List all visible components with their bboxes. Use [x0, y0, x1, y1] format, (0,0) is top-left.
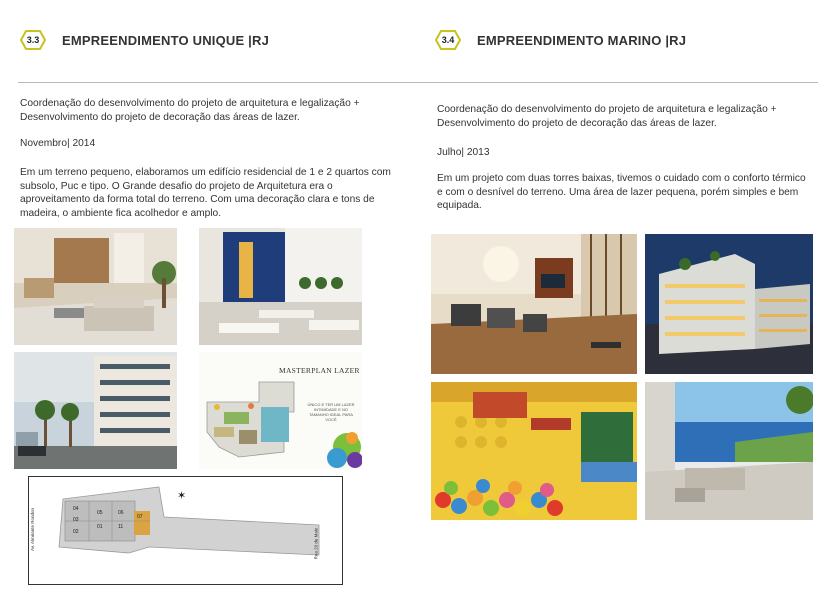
masterplan-image: [199, 352, 362, 469]
section-title: EMPREENDIMENTO MARINO |RJ: [477, 33, 687, 48]
street-label: Rua 29 de Maio: [313, 527, 319, 560]
project-body: Em um projeto com duas torres baixas, tivemos o cuidado com o conforto térmico e com o desnível do terreno. Uma área de lazer pequena, porém simples e bem equipada.: [437, 173, 806, 212]
site-plan-unit-label: 07: [137, 514, 143, 520]
svg-text:✶: ✶: [177, 490, 187, 502]
site-plan-unit-label: 11: [118, 524, 124, 530]
site-plan-unit-label: 05: [97, 510, 103, 516]
header-divider: [18, 82, 818, 83]
project-body: Em um terreno pequeno, elaboramos um edifício residencial de 1 e 2 quartos com subsolo, Puc e tipo. O Grande desafio do projeto de Arquitetura era o aproveitamento da forma total do terreno. Com uma decoração clara e tons de madeira, o ambiente fica acolhedor e amplo.: [20, 167, 391, 219]
section-number-badge: 3.4: [435, 30, 461, 50]
site-plan-unit-label: 01: [97, 524, 103, 530]
site-plan-unit-label: 04: [73, 506, 79, 512]
pool-lounge-render-image: [199, 228, 362, 345]
project-description: Coordenação do desenvolvimento do projeto de arquitetura e legalização + Desenvolvimento do projeto de decoração das áreas de lazer.: [20, 98, 360, 123]
playroom-render-image: [431, 382, 637, 520]
project-date: Julho| 2013: [437, 147, 490, 158]
gym-render-image: [431, 234, 637, 374]
section-number-badge: 3.3: [20, 30, 46, 50]
sea-view-living-render-image: [645, 382, 813, 520]
project-date: Novembro| 2014: [20, 138, 96, 149]
project-description: Coordenação do desenvolvimento do projeto de arquitetura e legalização + Desenvolvimento do projeto de decoração das áreas de lazer.: [437, 104, 777, 129]
lobby-render-image: [14, 228, 177, 345]
site-plan-map: [28, 476, 343, 585]
site-plan-unit-label: 06: [118, 510, 124, 516]
masterplan-caption: ÚNICO E TER UM LAZER INTIMIDADE E NO TAMANHO IDEAL PARA VOCÊ: [307, 402, 355, 422]
street-label: Av. Almirante Rondon: [30, 507, 36, 552]
site-plan-unit-label: 02: [73, 529, 79, 535]
site-plan-unit-label: 03: [73, 517, 79, 523]
building-towers-render-image: [645, 234, 813, 374]
building-facade-render-image: [14, 352, 177, 469]
masterplan-title: MASTERPLAN LAZER: [279, 366, 360, 375]
section-title: EMPREENDIMENTO UNIQUE |RJ: [62, 33, 270, 48]
